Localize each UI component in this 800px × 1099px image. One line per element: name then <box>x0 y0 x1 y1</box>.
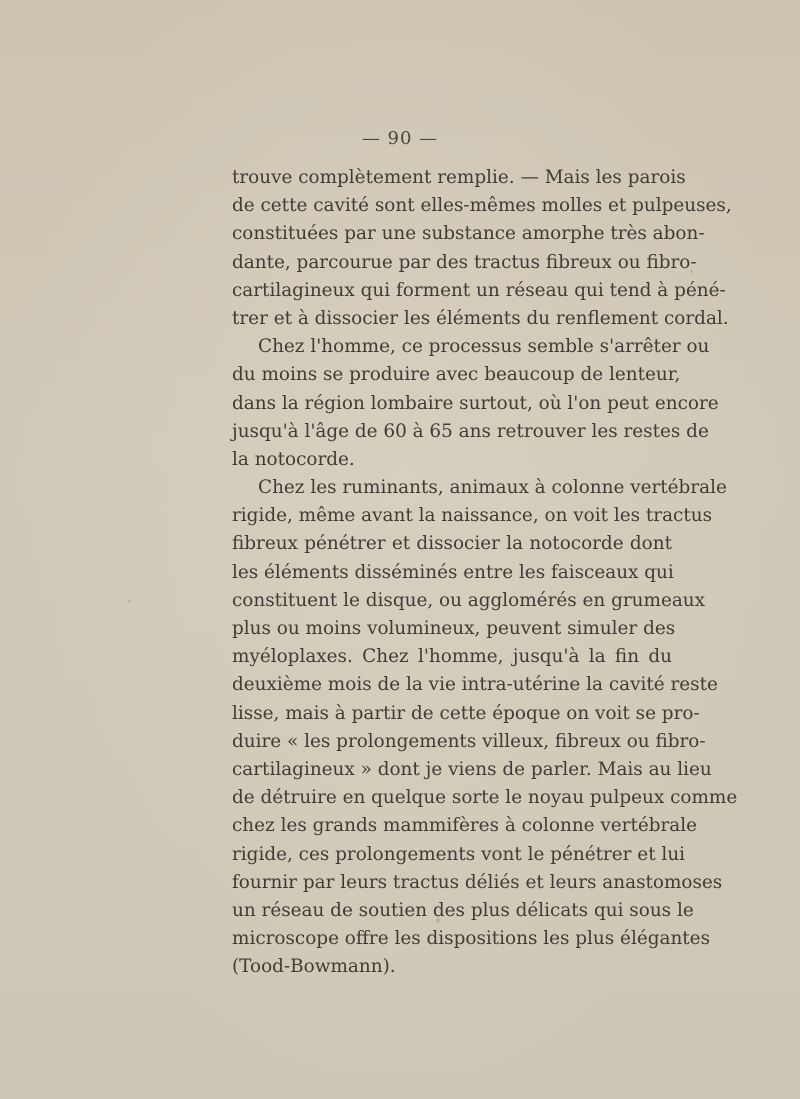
text-line: dante, parcourue par des tractus fibreux ou fibro- <box>232 251 697 273</box>
body-text <box>232 164 738 981</box>
text-line: cartilagineux qui forment un réseau qui tend à péné- <box>232 279 726 301</box>
text-line: lisse, mais à partir de cette époque on voit se pro- <box>232 702 700 724</box>
text-line: jusqu'à l'âge de 60 à 65 ans retrouver les restes de <box>232 420 709 442</box>
text-line: microscope offre les dispositions les plus élégantes <box>232 928 711 950</box>
text-line: duire « les prolongements villeux, fibreux ou fibro- <box>232 730 706 752</box>
text-line: Chez l'homme, ce processus semble s'arrêter ou <box>258 336 710 358</box>
page-number: — 90 — <box>361 128 439 149</box>
text-line: (Tood-Bowmann). <box>232 956 396 978</box>
text-line: constituées par une substance amorphe très abon- <box>232 223 705 245</box>
text-line: rigide, ces prolongements vont le pénétrer et lui <box>232 843 686 865</box>
paper-spot <box>128 600 131 603</box>
text-line: chez les grands mammifères à colonne vertébrale <box>232 815 698 837</box>
text-line: Chez les ruminants, animaux à colonne vertébrale <box>258 477 727 499</box>
text-line: les éléments disséminés entre les faisceaux qui <box>232 561 674 583</box>
text-line: fournir par leurs tractus déliés et leurs anastomoses <box>232 871 723 893</box>
text-line: plus ou moins volumineux, peuvent simuler des <box>232 618 676 639</box>
text-line: myéloplaxes. Chez l'homme, jusqu'à la fin du <box>232 646 672 668</box>
paper-spot <box>436 918 440 923</box>
paper-spot <box>690 270 693 273</box>
text-line: la notocorde. <box>232 448 355 470</box>
text-line: deuxième mois de la vie intra-utérine la cavité reste <box>232 674 718 696</box>
text-line: dans la région lombaire surtout, où l'on peut encore <box>232 392 719 414</box>
text-line: fibreux pénétrer et dissocier la notocorde dont <box>232 533 672 555</box>
text-line: cartilagineux » dont je viens de parler. Mais au lieu <box>232 758 712 780</box>
text-line: de cette cavité sont elles-mêmes molles et pulpeuses, <box>232 195 732 217</box>
text-line: du moins se produire avec beaucoup de lenteur, <box>232 364 681 386</box>
text-line: un réseau de soutien des plus délicats qui sous le <box>232 899 694 921</box>
text-line: trer et à dissocier les éléments du renflement cordal. <box>232 307 729 329</box>
text-line: rigide, même avant la naissance, on voit les tractus <box>232 505 713 527</box>
text-line: de détruire en quelque sorte le noyau pulpeux comme <box>232 787 738 809</box>
text-line: trouve complètement remplie. — Mais les parois <box>232 167 686 188</box>
text-line: constituent le disque, ou agglomérés en grumeaux <box>232 589 706 611</box>
